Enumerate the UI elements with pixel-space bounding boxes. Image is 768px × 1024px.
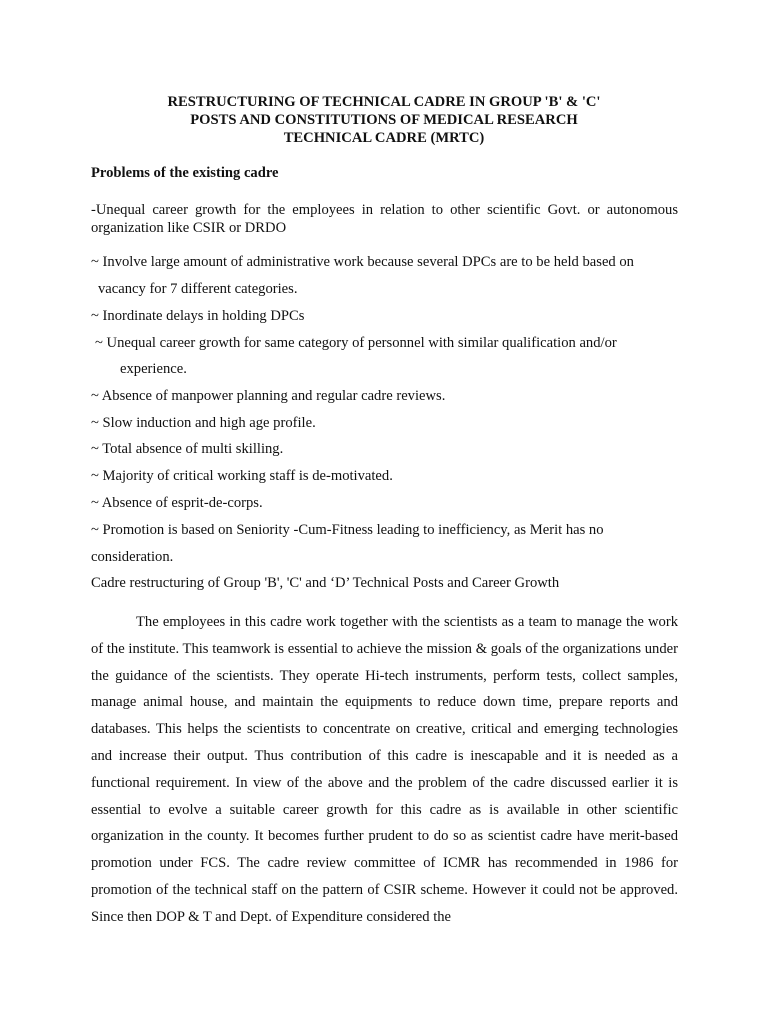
section-heading: Problems of the existing cadre — [91, 165, 279, 181]
problem-line: consideration. — [91, 549, 174, 565]
problem-line: ~ Absence of esprit-de-corps. — [91, 495, 263, 511]
subheading: Cadre restructuring of Group 'B', 'C' and ‘D’ Technical Posts and Career Growth — [91, 575, 560, 591]
title-line-1: RESTRUCTURING OF TECHNICAL CADRE IN GROUP 'B' & 'C' — [167, 94, 601, 110]
problem-line: ~ Unequal career growth for same category of personnel with similar qualification and/or — [95, 335, 617, 351]
problem-line: vacancy for 7 different categories. — [98, 281, 298, 297]
title-line-2: POSTS AND CONSTITUTIONS OF MEDICAL RESEARCH — [190, 112, 578, 128]
problem-line: ~ Slow induction and high age profile. — [91, 415, 316, 431]
problem-line: ~ Total absence of multi skilling. — [91, 441, 284, 457]
problem-line: ~ Involve large amount of administrative work because several DPCs are to be held based on — [91, 254, 634, 270]
problem-line: ~ Promotion is based on Seniority -Cum-Fitness leading to inefficiency, as Merit has no — [91, 522, 604, 538]
document-title — [90, 93, 678, 147]
problem-line: experience. — [120, 361, 187, 377]
problem-line: ~ Majority of critical working staff is de-motivated. — [91, 468, 393, 484]
body-paragraph: The employees in this cadre work together with the scientists as a team to manage the work of the institute. This teamwork is essential to achieve the mission & goals of the organizations under the guidance of the scientists. They operate Hi-tech instruments, perform tests, collect samples, manage animal house, and maintain the equipments to reduce down time, prepare reports and databases. This helps the scientists to concentrate on creative, critical and emerging technologies and increase their output. Thus contribution of this cadre is inescapable and it is needed as a functional requirement. In view of the above and the problem of the cadre discussed earlier it is essential to evolve a suitable career growth for this cadre as is available in other scientific organization in the county. It becomes further prudent to do so as scientist cadre have merit-based promotion under FCS. The cadre review committee of ICMR has recommended in 1986 for promotion of the technical staff on the pattern of CSIR scheme. However it could not be approved. Since then DOP & T and Dept. of Expenditure considered the — [91, 614, 678, 925]
intro-text: -Unequal career growth for the employees in relation to other scientific Govt. or autonomous organization like CSIR or DRDO — [91, 202, 678, 236]
problem-line: ~ Absence of manpower planning and regular cadre reviews. — [91, 388, 446, 404]
title-line-3: TECHNICAL CADRE (MRTC) — [283, 130, 485, 146]
problem-line: ~ Inordinate delays in holding DPCs — [91, 308, 305, 324]
